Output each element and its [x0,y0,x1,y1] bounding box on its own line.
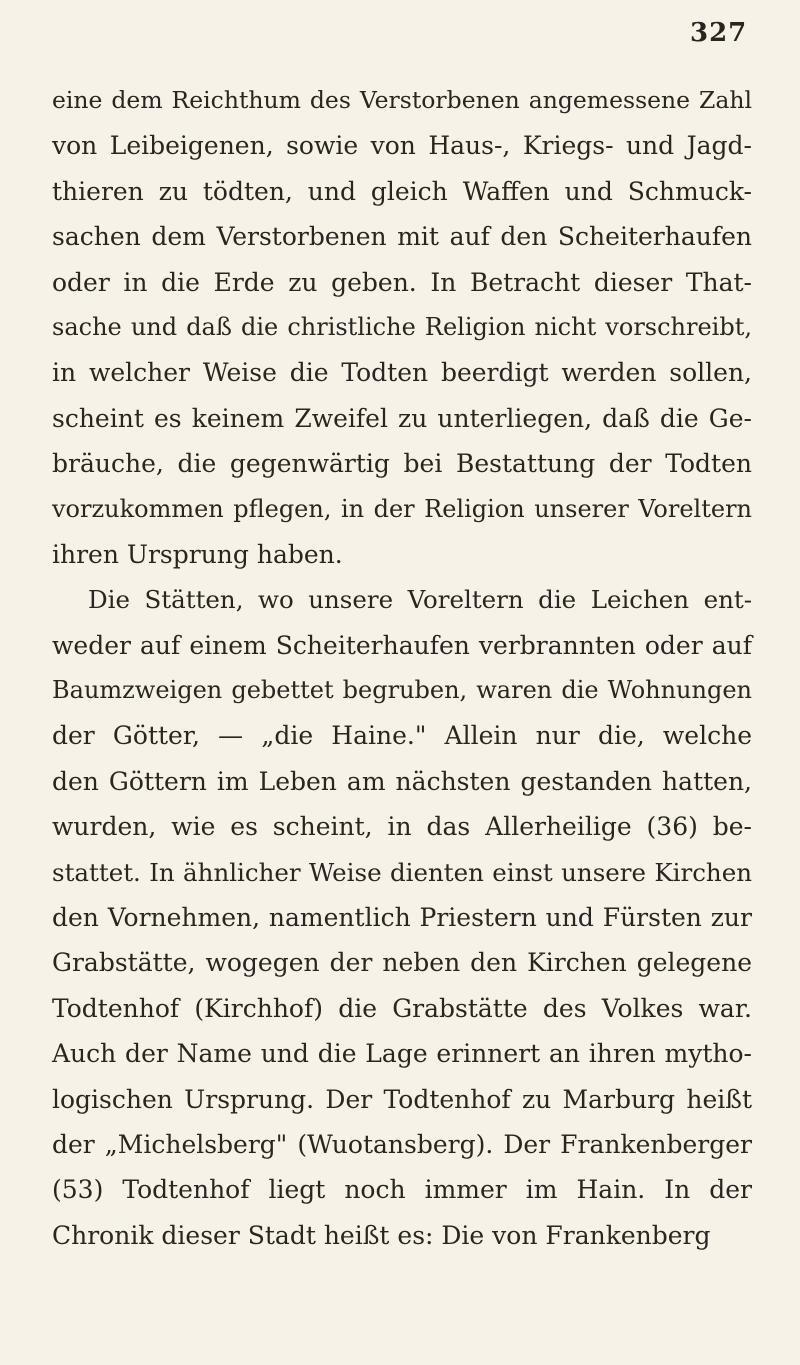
text-line: Die Stätten, wo unsere Voreltern die Leichen ent- [88,585,752,615]
text-line: vorzukommen pflegen, in der Religion unserer Voreltern [52,494,752,523]
text-line: Chronik dieser Stadt heißt es: Die von Frankenberg [52,1220,711,1250]
text-line: in welcher Weise die Todten beerdigt werden sollen, [52,358,752,388]
text-line: stattet. In ähnlicher Weise dienten einst unsere Kirchen [52,857,752,887]
text-line: der Götter, — „die Haine." Allein nur die, welche [52,721,752,751]
text-line: den Vornehmen, namentlich Priestern und Fürsten zur [52,903,752,933]
text-line: eine dem Reichthum des Verstorbenen angemessene Zahl [52,86,752,114]
text-line: Baumzweigen gebettet begruben, waren die Wohnungen [52,676,752,705]
text-line: weder auf einem Scheiterhaufen verbrannten oder auf [52,630,752,660]
text-line: von Leibeigenen, sowie von Haus-, Kriegs- und Jagd- [52,131,752,161]
text-line: logischen Ursprung. Der Todtenhof zu Marburg heißt [52,1084,752,1114]
text-line: bräuche, die gegenwärtig bei Bestattung der Todten [52,449,752,479]
text-line: scheint es keinem Zweifel zu unterliegen, daß die Ge- [52,403,752,433]
text-line: oder in die Erde zu geben. In Betracht dieser That- [52,267,752,297]
text-line: Auch der Name und die Lage erinnert an ihren mytho- [52,1039,752,1069]
body-text [52,78,752,1258]
page-number: 327 [690,18,748,48]
text-line: thieren zu tödten, und gleich Waffen und Schmuck- [52,176,752,206]
text-line: (53) Todtenhof liegt noch immer im Hain. In der [52,1175,752,1205]
paragraph-2 [52,577,752,1258]
text-line: ihren Ursprung haben. [52,539,343,569]
text-line: den Göttern im Leben am nächsten gestanden hatten, [52,766,752,796]
text-line: Todtenhof (Kirchhof) die Grabstätte des Volkes war. [52,993,752,1023]
paragraph-1 [52,78,752,577]
text-line: sachen dem Verstorbenen mit auf den Scheiterhaufen [52,222,752,252]
text-line: sache und daß die christliche Religion nicht vorschreibt, [52,312,752,341]
text-line: Grabstätte, wogegen der neben den Kirchen gelegene [52,948,752,978]
text-line: der „Michelsberg" (Wuotansberg). Der Frankenberger [52,1129,752,1159]
text-line: wurden, wie es scheint, in das Allerheilige (36) be- [52,812,752,842]
